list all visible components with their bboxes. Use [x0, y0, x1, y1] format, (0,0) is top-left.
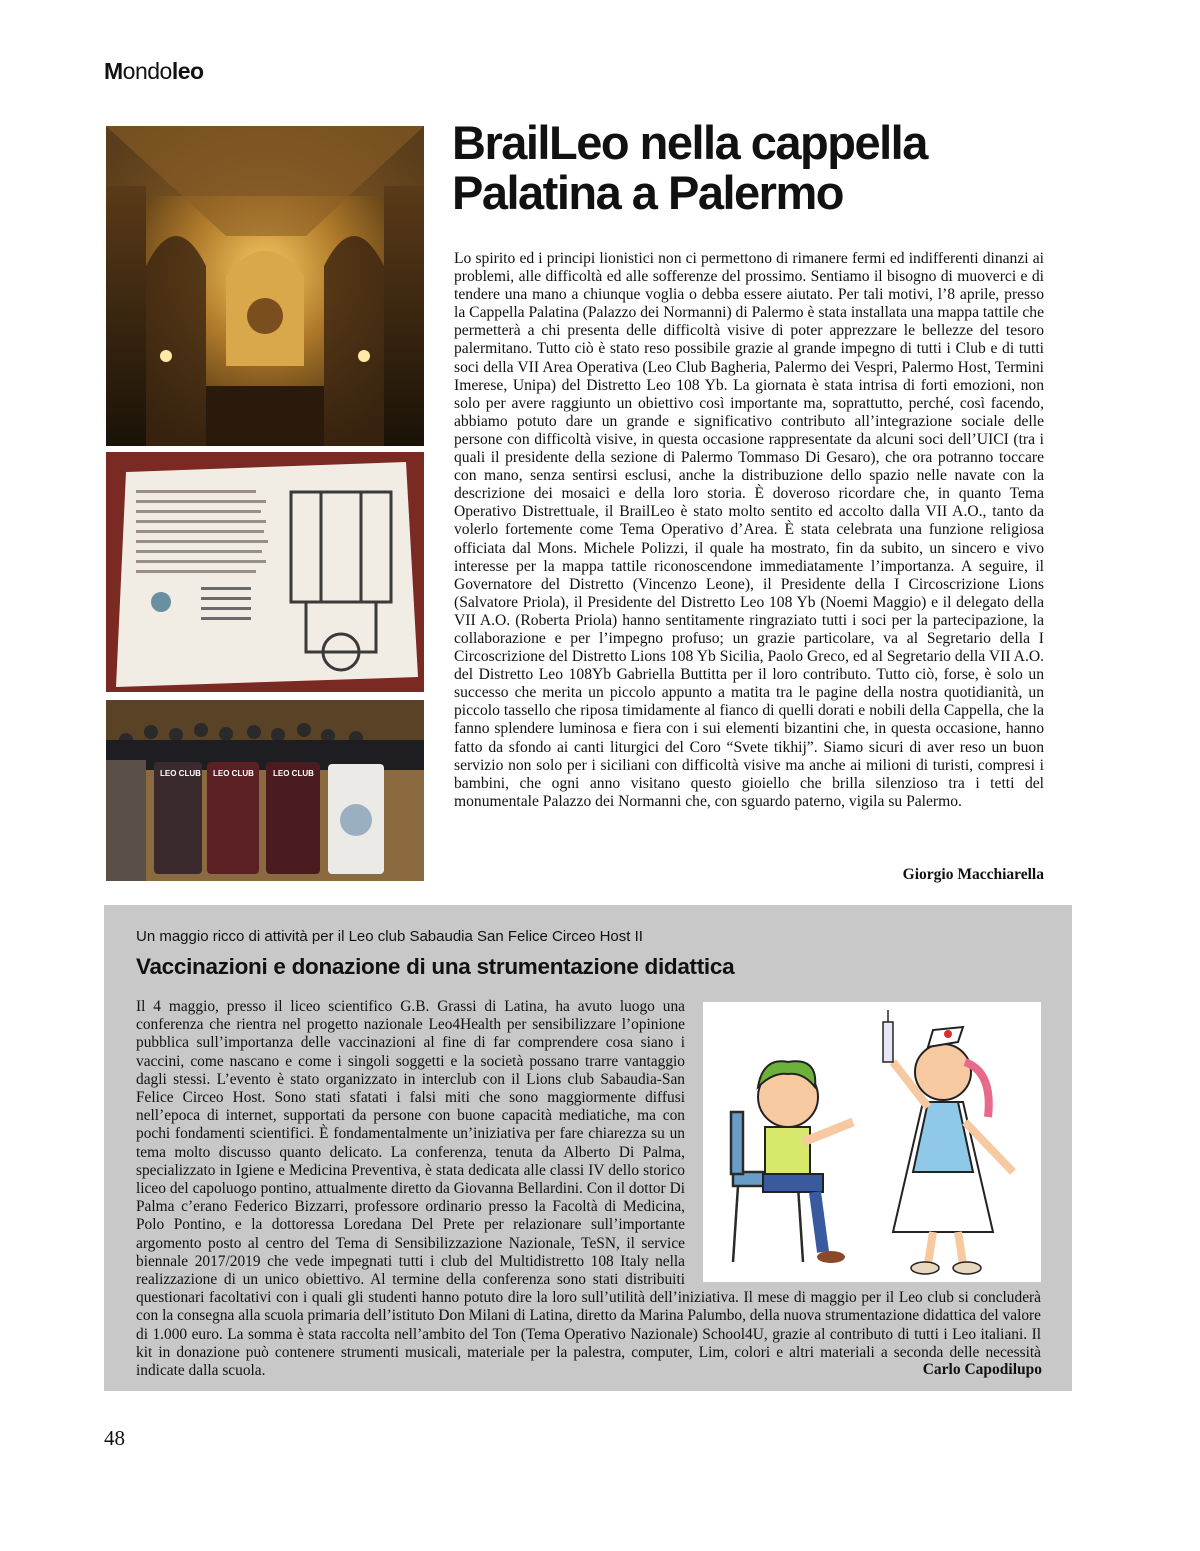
banner-label: LEO CLUB — [273, 769, 314, 778]
cappella-interior-photo — [106, 126, 424, 446]
article2-body-container — [136, 998, 1041, 1380]
article-author: Giorgio Macchiarella — [902, 866, 1044, 883]
tactile-map-photo — [106, 452, 424, 692]
section-header-m: M — [104, 58, 123, 84]
page-number: 48 — [104, 1426, 125, 1450]
banner-label: LEO CLUB — [160, 769, 201, 778]
nurse-vaccine-illustration — [703, 1002, 1041, 1282]
section-header — [104, 58, 204, 85]
article2-author: Carlo Capodilupo — [922, 1361, 1042, 1378]
section-header-ondo: ondo — [122, 58, 172, 84]
group-banners-photo — [106, 700, 424, 881]
article-body: Lo spirito ed i principi lionistici non ci permettono di rimanere fermi ed indifferenti dinanzi ai problemi, alle difficoltà ed alle sofferenze del prossimo. Sentiamo il bisogno di muoverci e di tendere una mano a chiunque voglia o debba essere aiutato. Per tali motivi, l’8 aprile, presso la Cappella Palatina (Palazzo dei Normanni) di Palermo è stata installata una mappa tattile che permetterà a chi presenta delle difficoltà visive di poter apprezzare le bellezze del tesoro palermitano. Tutto ciò è stato reso possibile grazie al grande impegno di tutti i Club e di tutti soci della VII Area Operativa (Leo Club Bagheria, Palermo dei Vespri, Palermo Host, Termini Imerese, Unipa) del Distretto Leo 108 Yb. La giornata è stata intrisa di forti emozioni, non solo per avere raggiunto un obiettivo così importante ma, soprattutto, perché, così facendo, abbiamo potuto dare un grande e significativo contributo all’integrazione sociale delle persone con difficoltà visive, in questa occasione rappresentate da alcuni soci dell’UICI (tra i quali il presidente della sezione di Palermo Tommaso Di Gesaro), che ora potranno toccare con mano, senza sentirsi esclusi, anche la distribuzione dello spazio nelle navate con la descrizione dei mosaici e della loro storia. È doveroso ricordare che, in quanto Tema Operativo Distrettuale, il BrailLeo è stato molto sentito ed accolto dalla VII A.O., tanto da volerlo fortemente come Tema Operativo d’Area. È stata celebrata una funzione religiosa officiata dal Mons. Michele Polizzi, il quale ha mostrato, fin da subito, un sincero e vivo interesse per la mappa tattile riconoscendone immediatamente l’importanza. A seguire, il Governatore del Distretto (Vincenzo Leone), il Presidente della I Circoscrizione Lions (Salvatore Priola), il Presidente del Distretto Leo 108 Yb (Noemi Maggio) e il delegato della VII A.O. (Roberta Priola) hanno sentitamente ringraziato tutti i soci per la partecipazione, la collaborazione e per l’impegno profuso; un grazie particolare, va al Segretario della I Circoscrizione del Distretto Lions 108 Yb Sicilia, Paolo Greco, ed al Segretario della VII A.O. del Distretto Leo 108Yb Gabriella Buttitta per il loro contributo. Tutto ciò, forse, è solo un successo che merita un piccolo appunto a matita tra le pagine della nostra quotidianità, un piccolo tassello che riposa timidamente al fianco di quelli dorati e nobili della Cappella, che la fanno splendere luminosa e fiera con i sui elementi bizantini che, in questa occasione, hanno fatto da sfondo ai canti liturgici del Coro “Svete tikhij”. Siamo sicuri di aver reso un buon servizio non solo per i siciliani con difficoltà visive ma anche ai milioni di turisti, compresi i bambini, che ogni anno visitano questo gioiello che brilla silenzioso tra i tetti del monumentale Palazzo dei Normanni che, con sguardo paterno, vigila su Palermo. — [454, 250, 1044, 810]
article2-title: Vaccinazioni e donazione di una strumentazione didattica — [136, 954, 735, 979]
banner-label: LEO CLUB — [213, 769, 254, 778]
article2-body: Il 4 maggio, presso il liceo scientifico G.B. Grassi di Latina, ha avuto luogo una conferenza che rientra nel progetto nazionale Leo4Health per sensibilizzare l’opinione pubblica sull’importanza delle vaccinazioni al fine di far comprendere cosa siano i vaccini, come nascano e come i singoli soggetti e la società possano trarre vantaggio dagli stessi. L’evento è stato organizzato in interclub con il Lions club Sabaudia-San Felice Circeo Host. Sono stati sfatati i falsi miti che sono maggiormente diffusi nell’epoca di internet, supportati da persone con buone capacità mediatiche, ma con pochi fondamenti scientifici. È fondamentalmente un’iniziativa per fare chiarezza su un tema molto discusso quanto delicato. La conferenza, tenuta da Alberto Di Palma, specializzato in Igiene e Medicina Preventiva, è stata dedicata alle classi IV dello storico liceo del capoluogo pontino, attualmente diretto da Giovanna Bellardini. Con il dottor Di Palma c’erano Federico Bizzarri, professore ordinario presso la Facoltà di Medicina, Polo Pontino, e la dottoressa Loredana Del Prete per relazionare sull’importante argomento posto al centro del Tema di Sensibilizzazione Nazionale, TeSN, il service biennale 2017/2019 che vede impegnati tutti i club del Multidistretto 108 Italy nella realizzazione di un unico obiettivo. Al termine della conferenza sono stati distribuiti questionari facoltativi con i quali gli studenti hanno potuto dire la loro sull’utilità dell’iniziativa. Il mese di maggio per il Leo club si concluderà con la consegna alla scuola primaria dell’istituto Don Milani di Latina, diretto da Marina Palumbo, della nuova strumentazione didattica del valore di 1.000 euro. La somma è stata raccolta nell’ambito del Ton (Tema Operativo Nazionale) School4U, grazie al contributo di tutti i Leo italiani. Il kit in donazione può contenere strumenti musicali, materiale per la palestra, computer, Lim, colori e altri materiali a seconda delle necessità indicate dalla scuola. — [136, 998, 1041, 1380]
section-header-leo: leo — [171, 58, 204, 84]
article-title: BrailLeo nella cappella Palatina a Palermo — [452, 116, 927, 219]
article2-kicker: Un maggio ricco di attività per il Leo club Sabaudia San Felice Circeo Host II — [136, 928, 643, 945]
